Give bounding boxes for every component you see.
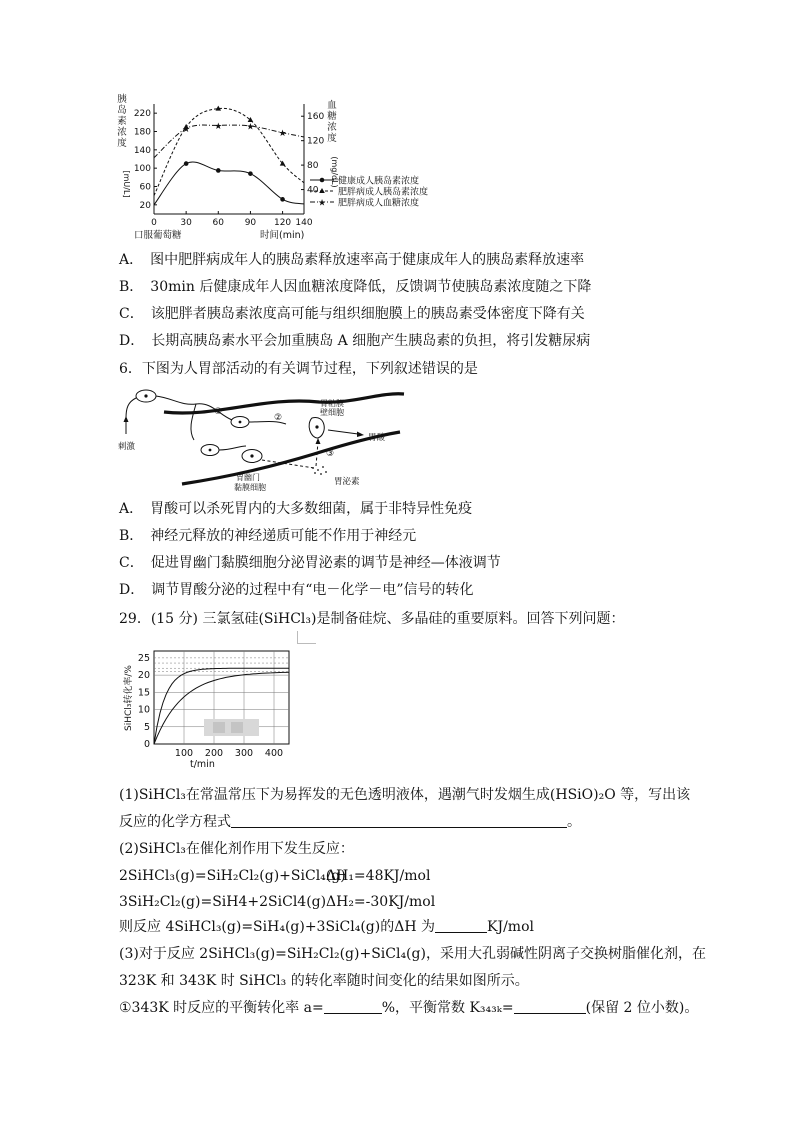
data-point [248,117,254,122]
q29-part2-question: 则反应 4SiHCl₃(g)=SiH₄(g)+3SiCl₄(g)的ΔH 为 KJ/mol [119,919,534,935]
y-right-tick-label: 120 [307,136,325,147]
y-left-tick-label: 100 [133,164,151,175]
answer-blank-dh[interactable] [435,918,487,933]
q29-part3-question: ①343K 时反应的平衡转化率 a= %，平衡常数 K₃₄₃ₖ= (保留 2 位小数)。 [119,1000,699,1016]
x-tick-label: 0 [151,218,157,228]
marker-2: ② [274,413,283,423]
data-point: ★ [182,124,191,135]
data-point: ★ [317,198,327,209]
data-point [280,197,285,202]
q29-part3-line1: (3)对于反应 2SiHCl₃(g)=SiH₂Cl₂(g)+SiCl₄(g)，采用大孔弱碱性阴离子交换树脂催化剂，在 [119,946,706,962]
y-right-title-char: 糖 [327,111,337,122]
answer-blank-constant[interactable] [514,999,586,1014]
y-right-tick-label: 160 [307,112,325,123]
q29-stem: 29．(15 分) 三氯氢硅(SiHCl₃)是制备硅烷、多晶硅的重要原料。回答下列问题： [119,611,625,627]
x-tick-label: 200 [204,748,224,759]
x-tick-label: 140 [295,218,313,228]
y-axis-label: SiHCl₃转化率/% [124,665,134,731]
q29-eq2: 3SiH₂Cl₂(g)=SiH4+2SiCl4(g) [119,894,327,910]
data-point: ★ [278,129,287,140]
q29-part1-line1: (1)SiHCl₃在常温常压下为易挥发的无色透明液体，遇潮气时发烟生成(HSiO)₂O 等，写出该 [119,787,691,803]
y-tick-label: 0 [143,739,150,750]
x-tick-label: 120 [273,218,292,228]
x-tick-label: 300 [234,748,254,759]
q5-option-a: A． 图中肥胖病成年人的胰岛素释放速率高于健康成年人的胰岛素释放速率 [119,252,585,268]
stomach-regulation-diagram [114,384,414,492]
y-left-title-char: 胰 [117,94,127,105]
legend-item: 肥胖病成人血糖浓度 [338,198,420,209]
q29-part3-line2: 323K 和 343K 时 SiHCl₃ 的转化率随时间变化的结果如图所示。 [119,973,529,989]
y-right-title-unit: (mg/dL) [330,156,339,188]
gastrin-particles [312,466,327,475]
q6-option-b: B． 神经元释放的神经递质可能不作用于神经元 [119,528,417,544]
q6-option-a: A． 胃酸可以杀死胃内的大多数细菌，属于非特异性免疫 [119,501,473,517]
y-right-axis-title [327,100,339,188]
y-left-tick-label: 60 [139,182,151,193]
y-right-tick-label: 80 [307,161,319,172]
pyloric-cell-label-1: 胃幽门 [236,473,260,482]
parietal-cell-label-2: 壁细胞 [320,408,344,417]
conversion-rate-chart [122,646,297,771]
data-point: ★ [246,122,255,133]
x-tick-label: 100 [174,748,194,759]
q6-option-c: C． 促进胃幽门黏膜细胞分泌胃泌素的调节是神经—体液调节 [119,555,501,571]
series-line [154,108,304,195]
q6-option-d: D． 调节胃酸分泌的过程中有“电－化学－电”信号的转化 [119,582,474,598]
x-tick-label: 60 [212,218,225,228]
parietal-cell-label-1: 胃粘膜 [320,399,344,408]
answer-blank-equation[interactable] [231,813,567,828]
x-axis-label: t/min [190,759,215,770]
data-point [320,178,325,183]
answer-blank-conversion[interactable] [324,999,382,1014]
y-tick-label: 25 [137,652,150,664]
y-right-tick-label: 40 [307,185,319,196]
q5-option-c: C． 该肥胖者胰岛素浓度高可能与组织细胞膜上的胰岛素受体密度下降有关 [119,306,585,322]
gastric-acid-label: 胃酸 [368,433,386,443]
y-left-tick-label: 20 [139,200,151,211]
q5-option-d: D． 长期高胰岛素水平会加重胰岛 A 细胞产生胰岛素的负担，将引发糖尿病 [119,333,591,349]
marker-1: ① [214,407,223,417]
q29-part2-intro: (2)SiHCl₃在催化剂作用下发生反应： [119,841,354,857]
y-left-tick-label: 220 [133,109,151,120]
y-right-title-char: 血 [327,100,337,111]
y-left-title-char: 浓 [117,127,127,138]
legend [310,175,428,209]
y-tick-label: 20 [137,670,150,682]
data-point [184,161,189,166]
y-tick-label: 10 [137,704,150,716]
insulin-glucose-chart [112,92,457,244]
y-right-title-char: 浓 [327,122,337,133]
stimulus-label: 刺激 [118,442,136,452]
y-left-axis-title [117,93,131,198]
y-left-tick-label: 180 [133,127,151,138]
y-left-title-char: 素 [117,116,127,127]
legend-item: 肥胖病成人胰岛素浓度 [338,187,429,198]
q29-dh1: ΔH₁=48KJ/mol [326,868,431,884]
x-axis-label: 时间(min) [260,230,305,241]
q6-stem: 6．下图为人胃部活动的有关调节过程，下列叙述错误的是 [119,361,478,377]
q29-part1-line2: 反应的化学方程式 。 [119,814,581,830]
marker-3: ③ [326,449,335,459]
y-tick-label: 15 [137,687,150,699]
gastrin-label: 胃泌素 [334,477,360,487]
pyloric-cell-label-2: 黏膜细胞 [234,483,266,492]
y-left-tick-label: 140 [133,145,151,156]
data-point: ★ [214,121,223,132]
legend-item: 健康成人胰岛素浓度 [338,176,420,187]
q29-eq1: 2SiHCl₃(g)=SiH₂Cl₂(g)+SiCl₄(g) [119,868,346,884]
y-left-title-unit: [mU/L] [122,170,131,198]
x-tick-label: 90 [244,218,257,228]
x-tick-label: 30 [180,218,192,228]
y-left-title-char: 岛 [117,105,127,116]
data-point [248,171,253,176]
q29-dh2: ΔH₂=-30KJ/mol [326,894,436,910]
y-tick-label: 5 [143,721,150,733]
image-corner-mark [297,631,316,644]
data-point [216,168,221,173]
y-left-title-char: 度 [117,138,127,149]
y-right-title-char: 度 [327,133,337,144]
q5-option-b: B． 30min 后健康成年人因血糖浓度降低，反馈调节使胰岛素浓度随之下降 [119,279,592,295]
x-tick-label: 400 [264,748,284,759]
x-origin-label: 口服葡萄糖 [134,230,182,241]
